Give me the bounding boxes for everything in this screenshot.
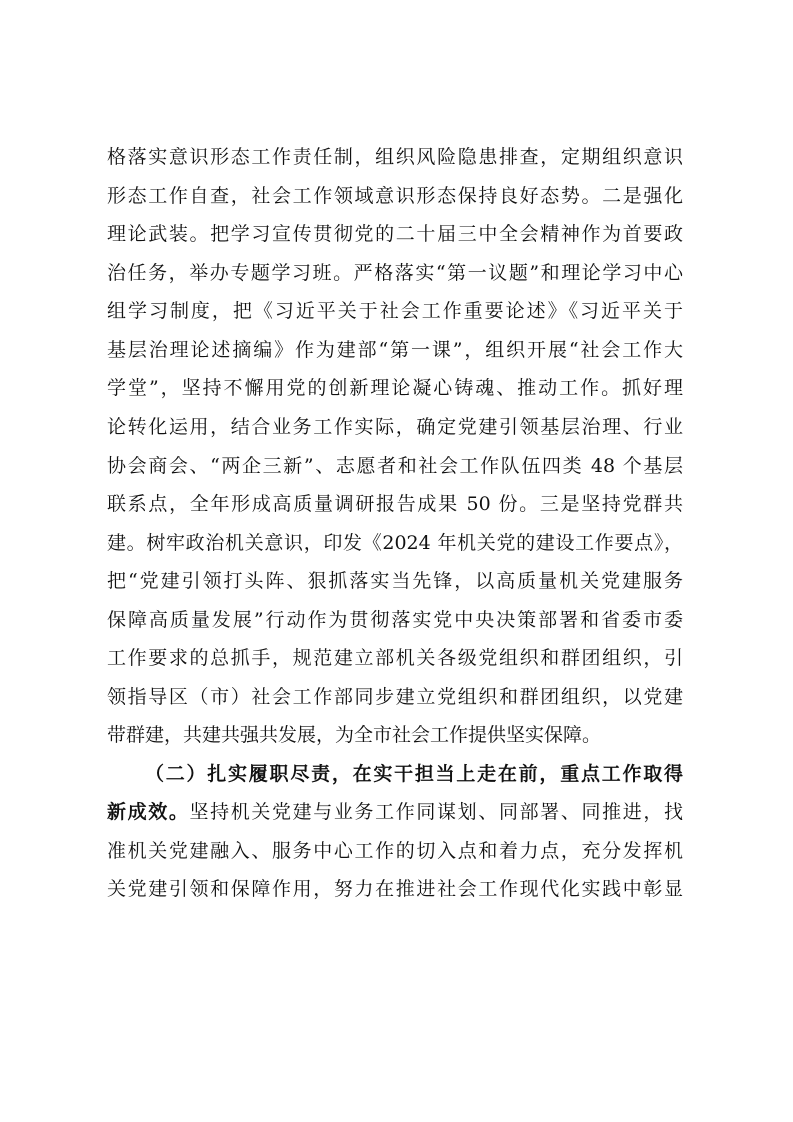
paragraph-line: 建。树牢政治机关意识，印发《2024 年机关党的建设工作要点》， (107, 532, 683, 554)
section-heading-continued: 新成效。 (107, 801, 190, 823)
paragraph-line: 准机关党建融入、服务中心工作的切入点和着力点，充分发挥机 (107, 840, 683, 862)
paragraph-line: 联系点，全年形成高质量调研报告成果 50 份。三是坚持党群共 (107, 493, 683, 515)
paragraph-line: 基层治理论述摘编》作为建部“第一课”，组织开展“社会工作大 (107, 339, 683, 361)
section-heading: （二）扎实履职尽责，在实干担当上走在前，重点工作取得 (145, 763, 683, 785)
paragraph-line: 组学习制度，把《习近平关于社会工作重要论述》《习近平关于 (107, 300, 683, 322)
paragraph-line: 保障高质量发展”行动作为贯彻落实党中央决策部署和省委市委 (107, 609, 683, 631)
paragraph-line: 理论武装。把学习宣传贯彻党的二十届三中全会精神作为首要政 (107, 223, 683, 245)
paragraph-line: 论转化运用，结合业务工作实际，确定党建引领基层治理、行业 (107, 416, 683, 438)
paragraph-text: 坚持机关党建与业务工作同谋划、同部署、同推进，找 (189, 801, 683, 823)
paragraph-line (107, 796, 683, 828)
paragraph-line: 格落实意识形态工作责任制，组织风险隐患排查，定期组织意识 (107, 146, 683, 168)
paragraph-line: 带群建，共建共强共发展，为全市社会工作提供坚实保障。 (107, 724, 602, 746)
paragraph-line: 工作要求的总抓手，规范建立部机关各级党组织和群团组织，引 (107, 647, 683, 669)
paragraph-line: 协会商会、“两企三新”、志愿者和社会工作队伍四类 48 个基层 (107, 455, 683, 477)
paragraph-line: 把“党建引领打头阵、狠抓落实当先锋，以高质量机关党建服务 (107, 570, 683, 592)
paragraph-line: 领指导区（市）社会工作部同步建立党组织和群团组织，以党建 (107, 686, 683, 708)
paragraph-line: 形态工作自查，社会工作领域意识形态保持良好态势。二是强化 (107, 185, 683, 207)
paragraph-line: 治任务，举办专题学习班。严格落实“第一议题”和理论学习中心 (107, 262, 683, 284)
paragraph-line: 学堂”，坚持不懈用党的创新理论凝心铸魂、推动工作。抓好理 (107, 377, 683, 399)
paragraph-line: 关党建引领和保障作用，努力在推进社会工作现代化实践中彰显 (107, 878, 683, 900)
